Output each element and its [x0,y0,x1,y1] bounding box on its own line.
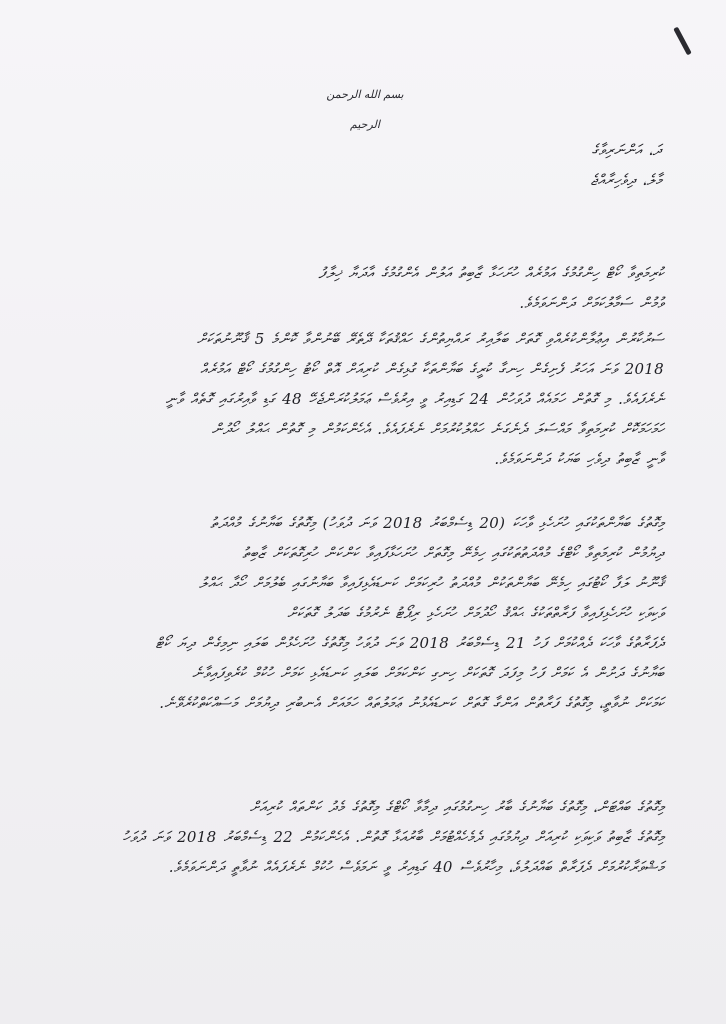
paragraph-line: ސަރުކާރުން އިޢުލާންކުރެއްވި ގޮތަށް ބަލާއިރު ރައްޔިތުންގެ ހައްޤުތަކާ ދޭތެރޭ ބޭނުންވާ ކޮންމެ 5 ޤާނޫނުތަކަށް [196,330,664,348]
recipient-address [520,135,662,195]
letter-subject [82,258,664,318]
paragraph-line: މިގޮތުގެ ބައްޓަން، މިގޮތުގެ ބަޔާނުގެ ބާރު ހިނގުމުގައި ދިމާވާ ކޯޓްގެ މިގޮތުގެ މެދު ކަންތައް ކުރިއަށް [249,798,664,816]
paragraph-line: މިގޮތުގެ ޒާބިތު ވަކިވަކި ކުރިއަށް ދިޔުމުގައި ދެމެހެއްޓުމަށް ބާރުއަޅާ ގޮތުން. އެހެންކަމުން 22 ޑިސެމްބަރު 2018 ވަނަ ދުވަހު [122,828,664,846]
address-line-1: ދަ، އަންނަރިވާގެ [591,141,662,159]
paragraph-1 [62,324,664,474]
basmala-calligraphy [325,80,405,131]
paragraph-line: ބަޔާނުގެ ދަށުން އެ ކަމަށް ފަހު މިފަދަ ގޮތަކަށް ހިނގި ކަންކަމަށް ބަލައި ކަނޑައެޅި ކަމަށް ހުކުމް ކުރެވިފައިވާނެ [192,664,664,682]
paragraph-line: ދިޔުމުން ކުރިމަތިވާ ކޯޓްގެ މުއްދަތުތަކުގައި ހިމެނޭ މިގޮތަށް ހުށަހަޅާފައިވާ ކަންކަން ހުރިގޮތަކަށް ޒާބިތު [242,544,664,562]
paragraph-3 [62,792,664,882]
paragraph-2 [62,508,664,718]
paragraph-line: މިގޮތުގެ ބަޔާންތަކުގައި ހުށަހެޅި ވާހަކަ (20 ޑިސެމްބަރު 2018 ވަނަ ދުވަހު) މިގޮތުގެ ބަޔާނުގެ މުއްދަތު [210,514,664,532]
paragraph-line: މަޝްވަރާކުރުމަށް ދެފަރާތް ބައްދަލުވެ، މިހާރުވެސް 40 ގަޑިއިރު ވީ ނަމަވެސް ހުކުމް ނެރެފައެއް ނުވާތީ ދަންނަވަމެވެ. [168,858,664,876]
basmala-text: بسم الله الرحمن الرحيم [326,88,404,131]
paragraph-line: ހަމަހަމަކޮށް ކުރިމަތިވާ މައްސަލަ ދެނެގަނެ ހައްލުކުރުމަށް ނެރެފައެވެ. އެހެންކަމުން މި ގޮތުން ޙައްލު ހޯދުން [211,420,664,438]
paragraph-line: 2018 ވަނަ އަހަރު ފެށިގެން ހިނގާ ކުރީގެ ބަޔާންތަކާ ގުޅިގެން ކުރިއަށް އޮތް ކޯޓު ހިންގުމުގެ ކޯޓް އަމުރެއް [200,360,664,378]
paragraph-line: ވާނީ ޒާބިތު ދިވެހި ބަޔަކު ދަންނަވަމެވެ. [494,450,664,468]
paragraph-line: ނެރެފައެވެ. މި ގޮތުން ހަމައެއް ދުވަހުން 24 ގަޑިއިރު ވީ އިރުވެސް ޢަމަލުކުރަންޖެހޭ 48 ގަޑި ވާއިރުގައި ގޮތެއް ވާނީ [165,390,664,408]
subject-line-1: ކުރިމަތިވާ ކޯޓް ހިންގުމުގެ އަމުރެއް ހުށަހަޅާ ޒާބިތު އަލުން އެންގުމުގެ އާދަޔާ ޚިލާފު [318,264,664,282]
subject-line-2: ވުމުން ސަމާލުކަމަށް ދަންނަވަމެވެ. [519,294,664,312]
pen-stroke-mark [673,27,691,56]
address-line-2: މާލެ، ދިވެހިރާއްޖެ [590,171,662,189]
paragraph-line: ޤާނޫނު ލަފާ ކޯޓުގައި ހިމެނޭ ބަޔާންތަކުން މުއްދަތު ހުރިކަމަށް ކަނޑައެޅިފައިވާ ބަޔާނުގައި ބެލުމަށް ހޯދާ ޙައްލު [198,574,664,592]
paragraph-line: ދެފަރާތުގެ ވާހަކަ ދެއްކުމަށް ފަހު 21 ޑިސެމްބަރު 2018 ވަނަ ދުވަހު މިގޮތުގެ ހުށަހެޅުން ބަލައި ނިމިގެން ދިޔަ ކޯޓް [155,634,664,652]
paragraph-line: ވަކިވަކި ހުށަހެޅިފައިވާ ފަރާތްތަކުގެ ޙައްޤު ހޯދުމަށް ހުށަހެޅި ރިޕޯޓު ނެރުމުގެ ބަދަލު ގޮތަކަށް [287,604,664,622]
paragraph-line: ކަމަކަށް ނުވާތީ، މިގޮތުގެ ފަރާތުން އަންގާ ގޮތަށް ކަނޑައެޅުނު ޢަމަލުތައް ހަމައަށް އެނބުރި ދިޔުމަށް މަސައްކަތްކުރެވޭނެ. [159,694,664,712]
